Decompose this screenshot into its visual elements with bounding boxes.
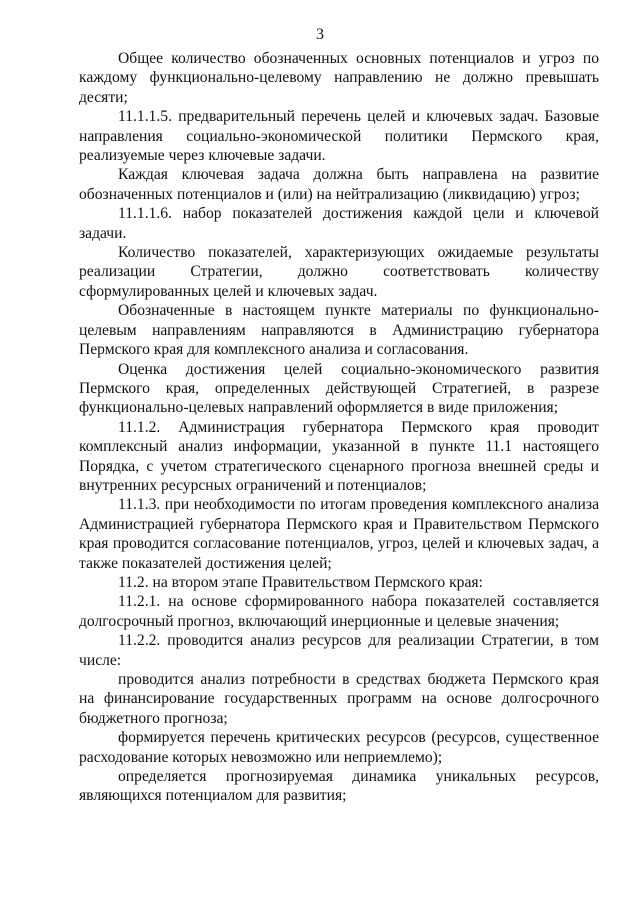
paragraph-7: Оценка достижения целей социально-экономического развития Пермского края, определенных действующей Стратегией, в разрезе функционально-целевых направлений оформляется в виде приложения; [79, 360, 599, 417]
paragraph-12: 11.2.2. проводится анализ ресурсов для реализации Стратегии, в том числе: [79, 632, 599, 669]
paragraph-14: формируется перечень критических ресурсов (ресурсов, существенное расходование которых невозможно или неприемлемо); [79, 729, 599, 766]
page-number: 3 [316, 26, 324, 43]
paragraph-1: Общее количество обозначенных основных потенциалов и угроз по каждому функционально-целевому направлению не должно превышать десяти; [79, 50, 599, 106]
paragraph-9: 11.1.3. при необходимости по итогам проведения комплексного анализа Администрацией губернатора Пермского края и Правительством Пермского края проводится согласование потенциалов, угроз, целей и ключевых задач, а также показателей достижения целей; [79, 496, 599, 572]
paragraph-15: определяется прогнозируемая динамика уникальных ресурсов, являющихся потенциалом для развития; [79, 768, 599, 805]
paragraph-13: проводится анализ потребности в средствах бюджета Пермского края на финансирование государственных программ на основе долгосрочного бюджетного прогноза; [79, 671, 599, 727]
paragraph-10: 11.2. на втором этапе Правительством Пермского края: [118, 573, 483, 591]
paragraph-11: 11.2.1. на основе сформированного набора показателей составляется долгосрочный прогноз, включающий инерционные и целевые значения; [79, 593, 599, 630]
document-body [79, 49, 599, 806]
paragraph-4: 11.1.1.6. набор показателей достижения каждой цели и ключевой задачи. [79, 205, 599, 242]
paragraph-3: Каждая ключевая задача должна быть направлена на развитие обозначенных потенциалов и (или) на нейтрализацию (ликвидацию) угроз; [79, 166, 599, 203]
paragraph-5: Количество показателей, характеризующих ожидаемые результаты реализации Стратегии, должно соответствовать количеству сформулированных целей и ключевых задач. [79, 244, 599, 300]
paragraph-8: 11.1.2. Администрация губернатора Пермского края проводит комплексный анализ информации, указанной в пункте 11.1 настоящего Порядка, с учетом стратегического сценарного прогноза внешней среды и внутренних ресурсных ограничений и потенциалов; [79, 418, 599, 494]
paragraph-2: 11.1.1.5. предварительный перечень целей и ключевых задач. Базовые направления социально-экономической политики Пермского края, реализуемые через ключевые задачи. [79, 108, 599, 165]
paragraph-6: Обозначенные в настоящем пункте материалы по функционально-целевым направлениям направляются в Администрацию губернатора Пермского края для комплексного анализа и согласования. [79, 302, 599, 359]
